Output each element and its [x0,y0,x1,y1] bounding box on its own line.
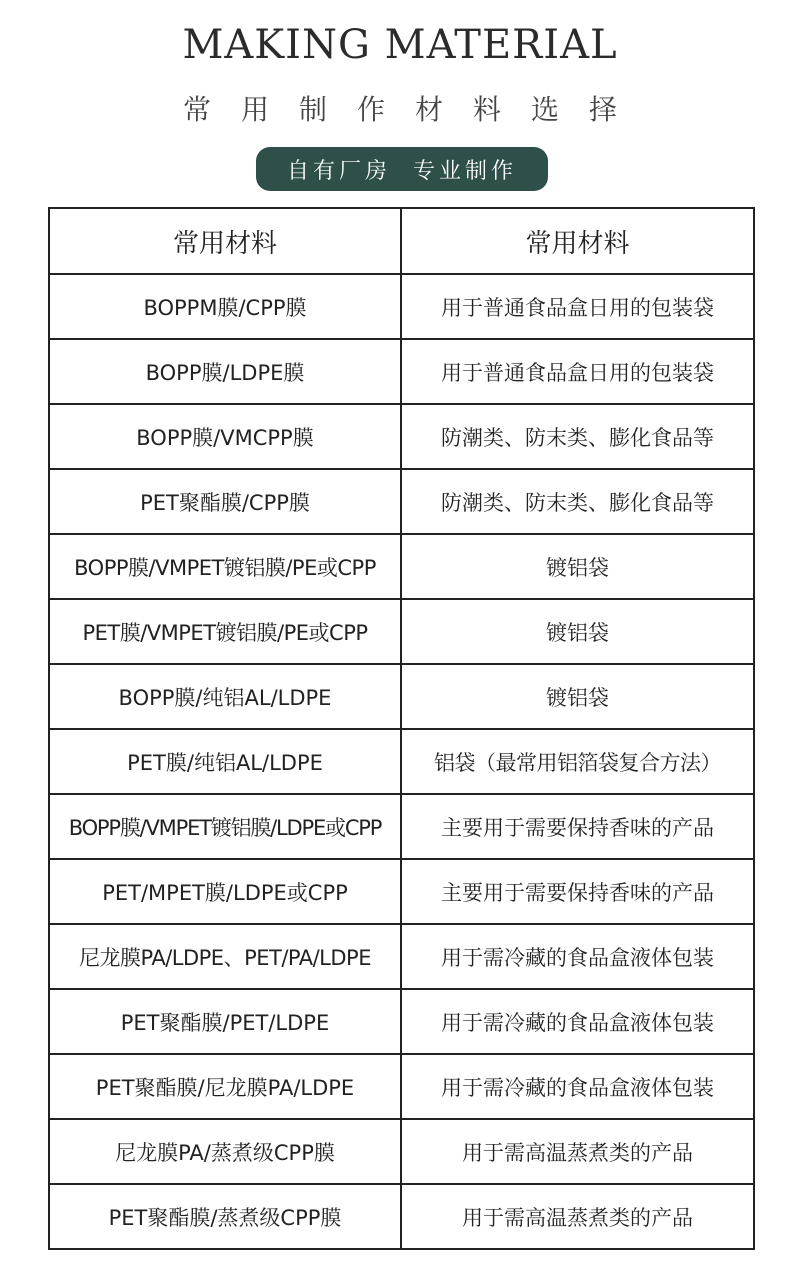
table-row [49,404,754,469]
materials-table [48,207,755,1250]
table-row [49,794,754,859]
table-row [49,729,754,794]
usage-cell: 防潮类、防末类、膨化食品等 [401,404,754,469]
page-title: MAKING MATERIAL [182,22,618,68]
table-row [49,924,754,989]
table-row [49,1054,754,1119]
material-cell: BOPP膜/LDPE膜 [49,339,401,404]
table-row [49,534,754,599]
material-cell: PET聚酯膜/尼龙膜PA/LDPE [49,1054,401,1119]
usage-cell: 用于需冷藏的食品盒液体包装 [401,989,754,1054]
material-cell: PET膜/VMPET镀铝膜/PE或CPP [49,599,401,664]
table-row [49,989,754,1054]
usage-cell: 用于需高温蒸煮类的产品 [401,1184,754,1249]
factory-badge [256,147,548,191]
table-row [49,274,754,339]
material-cell: PET/MPET膜/LDPE或CPP [49,859,401,924]
header-material: 常用材料 [49,208,401,274]
material-cell: 尼龙膜PA/蒸煮级CPP膜 [49,1119,401,1184]
table-header-row [49,208,754,274]
usage-cell: 镀铝袋 [401,534,754,599]
table-row [49,859,754,924]
usage-cell: 镀铝袋 [401,664,754,729]
badge-label: 自有厂房 专业制作 [287,158,517,184]
usage-cell: 用于需冷藏的食品盒液体包装 [401,1054,754,1119]
material-cell: PET聚酯膜/蒸煮级CPP膜 [49,1184,401,1249]
material-cell: PET膜/纯铝AL/LDPE [49,729,401,794]
table-row [49,664,754,729]
material-cell: PET聚酯膜/CPP膜 [49,469,401,534]
header-usage: 常用材料 [401,208,754,274]
usage-cell: 用于普通食品盒日用的包装袋 [401,339,754,404]
page-subtitle: 常用制作材料选择 [182,93,647,126]
usage-cell: 主要用于需要保持香味的产品 [401,794,754,859]
table-row [49,469,754,534]
material-cell: PET聚酯膜/PET/LDPE [49,989,401,1054]
material-cell: BOPP膜/VMCPP膜 [49,404,401,469]
table-row [49,339,754,404]
usage-cell: 用于普通食品盒日用的包装袋 [401,274,754,339]
usage-cell: 主要用于需要保持香味的产品 [401,859,754,924]
table-row [49,1119,754,1184]
material-cell: BOPP膜/纯铝AL/LDPE [49,664,401,729]
usage-cell: 用于需冷藏的食品盒液体包装 [401,924,754,989]
material-cell: BOPP膜/VMPET镀铝膜/LDPE或CPP [49,794,401,859]
usage-cell: 铝袋（最常用铝箔袋复合方法） [401,729,754,794]
usage-cell: 用于需高温蒸煮类的产品 [401,1119,754,1184]
table-row [49,599,754,664]
material-cell: BOPPM膜/CPP膜 [49,274,401,339]
usage-cell: 防潮类、防末类、膨化食品等 [401,469,754,534]
table-row [49,1184,754,1249]
material-cell: 尼龙膜PA/LDPE、PET/PA/LDPE [49,924,401,989]
usage-cell: 镀铝袋 [401,599,754,664]
material-cell: BOPP膜/VMPET镀铝膜/PE或CPP [49,534,401,599]
